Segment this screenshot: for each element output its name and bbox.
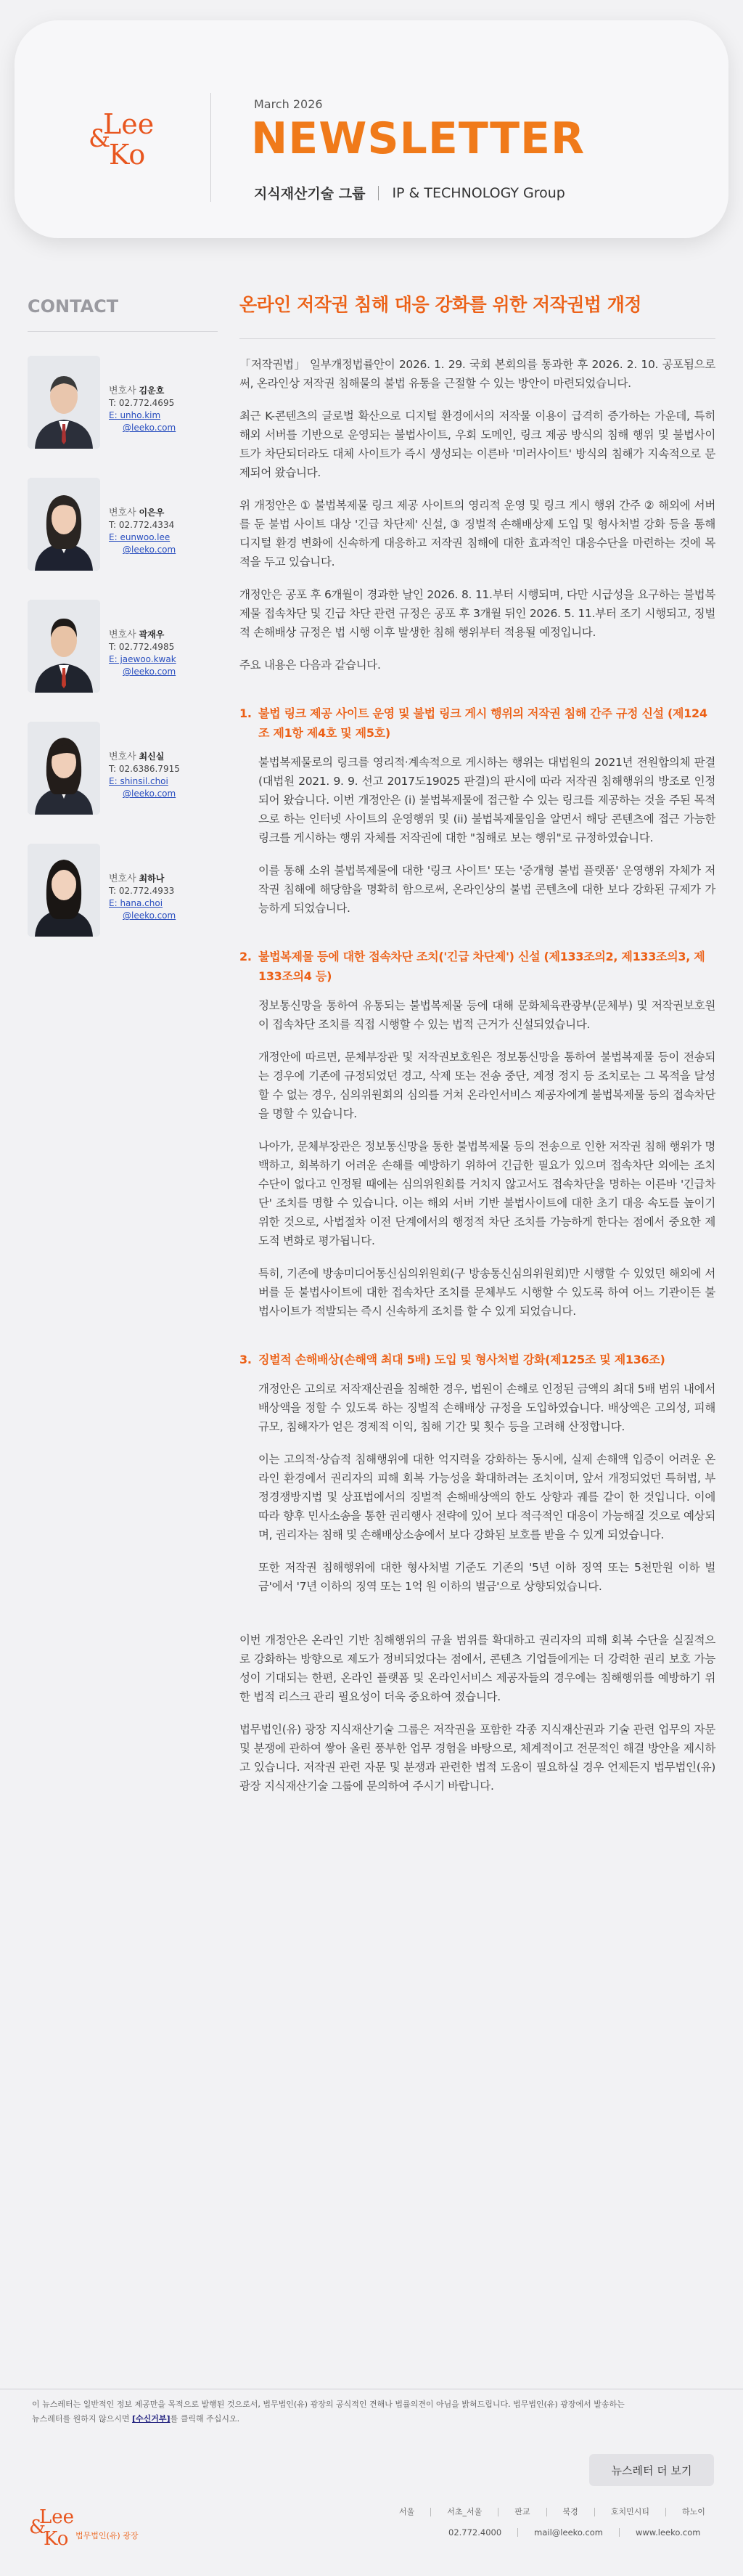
section-title: 불법 링크 제공 사이트 운영 및 불법 링크 게시 행위의 저작권 침해 간주 규정 신설 (제124조 제1항 제4호 및 제5호) (258, 706, 707, 740)
footer-contacts (432, 2528, 716, 2537)
lawyer-email-domain[interactable]: @leeko.com (123, 423, 176, 433)
lawyer-info (109, 873, 176, 922)
header-divider (210, 93, 211, 202)
intro-paragraph: 「저작권법」 일부개정법률안이 2026. 1. 29. 국회 본회의를 통과한 후 2026. 2. 10. 공포됨으로써, 온라인상 저작권 침해물의 불법 유통을 근절할 수 있는 방안이 마련되었습니다. (239, 358, 715, 390)
lawyer-name: 곽재우 (139, 629, 165, 640)
closing-paragraph: 법무법인(유) 광장 지식재산기술 그룹은 저작권을 포함한 각종 지식재산권과 기술 관련 업무의 자문 및 분쟁에 관하여 쌓아 올린 풍부한 업무 경험을 바탕으로, 체계적이고 전문적인 해결 방안을 제시하고 있습니다. 저작권 관련 자문 및 분쟁과 관련한 법적 도움이 필요하실 경우 언제든지 법무법인(유) 광장 지식재산기술 그룹에 문의하여 주시기 바랍니다. (239, 1723, 715, 1793)
article-divider (239, 338, 715, 339)
lawyer-tel: T: 02.772.4695 (109, 398, 175, 408)
lawyer-role: 변호사 (109, 508, 136, 518)
office-item: 하노이 (681, 2507, 705, 2516)
footer-firm-name: 법무법인(유) 광장 (75, 2531, 139, 2540)
office-item: 호치민시티 (595, 2508, 666, 2516)
logo-ampersand: & (89, 124, 111, 153)
lawyer-photo (28, 356, 100, 449)
lawyer-card (28, 478, 218, 572)
section-paragraph: 개정안에 따르면, 문체부장관 및 저작권보호원은 정보통신망을 통하여 불법복제물 등이 전송되는 경우에 기존에 규정되었던 경고, 삭제 또는 전송 중단, 계정 정지 등 조치로는 그 목적을 달성할 수 없는 경우, 심의위원회의 심의를 거쳐 온라인서비스 제공자에게 불법복제물 등의 접속차단을 명할 수 있습니다. (258, 1051, 715, 1120)
lawyer-name: 최하나 (139, 873, 165, 884)
section-number: 2. (239, 950, 252, 963)
section-body (239, 996, 715, 1321)
logo-ko: Ko (109, 139, 146, 171)
section-body (239, 1379, 715, 1596)
contact-divider (28, 331, 218, 332)
section-body (239, 753, 715, 918)
newsletter-title: NEWSLETTER (251, 113, 586, 164)
lawyer-role: 변호사 (109, 386, 136, 396)
group-name-en: IP & TECHNOLOGY Group (392, 184, 565, 201)
section-paragraph: 개정안은 고의로 저작재산권을 침해한 경우, 법원이 손해로 인정된 금액의 최대 5배 범위 내에서 배상액을 정할 수 있도록 하는 징벌적 손해배상 규정을 도입하였습니다. 배상액은 고의성, 피해 규모, 침해자가 얻은 경제적 이익, 침해 기간 및 횟수 등을 고려해 산정합니다. (258, 1382, 715, 1433)
footer-website[interactable]: www.leeko.com (635, 2527, 701, 2538)
lawyer-email-domain[interactable]: @leeko.com (123, 667, 176, 677)
section-title: 징벌적 손해배상(손해액 최대 5배) 도입 및 형사처벌 강화(제125조 및 제136조) (258, 1353, 665, 1366)
group-separator (378, 186, 379, 200)
office-item: 판교 (498, 2508, 546, 2516)
section-paragraph: 특히, 기존에 방송미디어통신심의위원회(구 방송통신심의위원회)만 시행할 수 있었던 해외에 서버를 둔 불법사이트에 대한 접속차단 조치를 문체부도 시행할 수 있도록 하여 어느 기관이든 불법사이트가 적발되는 즉시 신속하게 조치를 할 수 있게 되었습니다. (258, 1267, 715, 1318)
lawyer-name: 김운호 (139, 386, 165, 396)
lawyer-card (28, 600, 218, 694)
lawyer-email[interactable]: E: unho.kim (109, 410, 161, 420)
lawyer-email-domain[interactable]: @leeko.com (123, 910, 176, 921)
lawyer-role: 변호사 (109, 751, 136, 762)
section-heading (239, 947, 715, 986)
article-title: 온라인 저작권 침해 대응 강화를 위한 저작권법 개정 (239, 294, 642, 315)
lawyer-photo (28, 600, 100, 693)
section-paragraph: 불법복제물로의 링크를 영리적·계속적으로 게시하는 행위는 대법원의 2021년 전원합의체 판결(대법원 2021. 9. 9. 선고 2017도19025 판결)의 판시에 따라 저작권 침해행위의 방조로 인정되어 왔습니다. 이번 개정안은 (i) 불법복제물에 접근할 수 있는 링크를 제공하는 것을 주된 목적으로 하는 인터넷 사이트의 운영행위 및 (ii) 불법복제물임을 알면서 해당 콘텐츠에 접근 가능한 링크를 게시하는 행위 자체를 저작권에 대한 "침해로 보는 행위"로 규정하였습니다. (258, 756, 715, 844)
lawyer-photo (28, 722, 100, 815)
intro-paragraph: 위 개정안은 ① 불법복제물 링크 제공 사이트의 영리적 운영 및 링크 게시 행위 간주 ② 해외에 서버를 둔 불법 사이트 대상 '긴급 차단제' 신설, ③ 징벌적 손해배상제 도입 및 형사처벌 강화 등을 통해 디지털 환경 변화에 신속하게 대응하고 저작권 침해에 대한 효과적인 대응수단을 마련하는 것에 목적을 두고 있습니다. (239, 499, 715, 568)
article (239, 292, 715, 1809)
disclaimer (32, 2397, 714, 2426)
office-item: 북경 (547, 2508, 595, 2516)
intro-paragraph: 주요 내용은 다음과 같습니다. (239, 659, 381, 672)
intro-paragraph: 최근 K-콘텐츠의 글로벌 확산으로 디지털 환경에서의 저작물 이용이 급격히 증가하는 가운데, 특히 해외 서버를 기반으로 운영되는 불법사이트, 우회 도메인, 링크 제공 방식의 침해 행위 및 불법사이트가 차단되더라도 대체 사이트가 즉시 생성되는 이른바 '미러사이트' 방식의 침해가 지속적으로 문제되어 왔습니다. (239, 409, 715, 479)
section-heading (239, 1350, 715, 1369)
lawyer-role: 변호사 (109, 873, 136, 884)
footer-email[interactable]: mail@leeko.com (518, 2528, 620, 2537)
lawyer-card (28, 722, 218, 816)
lawyer-tel: T: 02.772.4334 (109, 520, 175, 530)
lawyer-card (28, 844, 218, 938)
office-list (383, 2508, 721, 2516)
lawyer-email[interactable]: E: jaewoo.kwak (109, 654, 176, 664)
header-card (15, 20, 728, 238)
section-paragraph: 정보통신망을 통하여 유통되는 불법복제물 등에 대해 문화체육관광부(문체부) 및 저작권보호원이 접속차단 조치를 직접 시행할 수 있는 법적 근거가 신설되었습니다. (258, 999, 715, 1031)
lawyer-photo (28, 844, 100, 937)
lawyer-name: 최신실 (139, 751, 165, 762)
logo-ko: Ko (44, 2528, 69, 2550)
lawyer-email-domain[interactable]: @leeko.com (123, 788, 176, 799)
section-2 (239, 947, 715, 1321)
office-item: 서울 (383, 2508, 431, 2516)
contact-heading: CONTACT (28, 296, 119, 317)
leeko-logo (87, 100, 167, 180)
closing (239, 1631, 715, 1796)
unsubscribe-link[interactable]: [수신거부] (132, 2414, 171, 2424)
section-number: 3. (239, 1353, 252, 1366)
logo-lee: Lee (103, 108, 155, 140)
section-3 (239, 1350, 715, 1596)
section-1 (239, 704, 715, 918)
lawyer-info (109, 629, 176, 678)
lawyer-email[interactable]: E: hana.choi (109, 898, 163, 908)
disclaimer-text: 뉴스레터를 원하지 않으시면 (32, 2414, 130, 2424)
logo-ampersand: & (29, 2516, 46, 2538)
section-paragraph: 이는 고의적·상습적 침해행위에 대한 억지력을 강화하는 동시에, 실제 손해액 입증이 어려운 온라인 환경에서 권리자의 피해 회복 가능성을 확대하려는 조치이며, 앞서 개정되었던 특허법, 부정경쟁방지법 및 상표법에서의 징벌적 손해배상액의 한도 상향과 궤를 같이 한 것입니다. 이에 따라 향후 민사소송을 통한 권리행사 전략에 있어 보다 적극적인 대응이 가능해질 것으로 예상되며, 권리자는 침해 및 손해배상소송에서 보다 강화된 보호를 받을 수 있게 되었습니다. (258, 1453, 715, 1541)
section-paragraph: 또한 저작권 침해행위에 대한 형사처벌 기준도 기존의 '5년 이하 징역 또는 5천만원 이하 벌금'에서 '7년 이하의 징역 또는 1억 원 이하의 벌금'으로 상향되었습니다. (258, 1561, 715, 1593)
closing-paragraph: 이번 개정안은 온라인 기반 침해행위의 규율 범위를 확대하고 권리자의 피해 회복 수단을 실질적으로 강화하는 방향으로 제도가 정비되었다는 점에서, 콘텐츠 기업들에게는 더 강력한 권리 보호 가능성이 기대되는 한편, 온라인 플랫폼 및 온라인서비스 제공자들의 경우에는 침해행위를 예방하기 위한 법적 리스크 관리 필요성이 더욱 중요하여 졌습니다. (239, 1634, 715, 1703)
group-name-ko: 지식재산기술 그룹 (254, 186, 366, 202)
lawyer-tel: T: 02.772.4985 (109, 642, 175, 652)
lawyer-photo (28, 478, 100, 571)
lawyer-role: 변호사 (109, 629, 136, 640)
disclaimer-text: 이 뉴스레터는 일반적인 정보 제공만을 목적으로 발행된 것으로서, 법무법인(유) 광장의 공식적인 견해나 법률의견이 아님을 밝혀드립니다. 법무법인(유) 광장에서 발송하는 (32, 2400, 625, 2409)
issue-date: March 2026 (254, 97, 323, 111)
lawyer-tel: T: 02.772.4933 (109, 886, 175, 896)
office-item: 서초_서울 (431, 2508, 498, 2516)
lawyer-info (109, 507, 176, 556)
footer-logo (29, 2502, 80, 2550)
lawyer-email-domain[interactable]: @leeko.com (123, 545, 176, 555)
lawyer-card (28, 356, 218, 450)
disclaimer-text: 를 클릭해 주십시오. (170, 2414, 240, 2424)
lawyer-email[interactable]: E: shinsil.choi (109, 776, 168, 786)
lawyer-email[interactable]: E: eunwoo.lee (109, 532, 171, 542)
more-newsletters-button[interactable]: 뉴스레터 더 보기 (589, 2454, 714, 2486)
section-paragraph: 나아가, 문체부장관은 정보통신망을 통한 불법복제물 등의 전송으로 인한 저작권 침해 행위가 명백하고, 회복하기 어려운 손해를 예방하기 위하여 긴급한 필요가 있으며 접속차단 외에는 조치 수단이 없다고 인정될 때에는 심의위원회를 거치지 않고서도 접속차단을 명하는 이른바 '긴급차단' 조치를 명할 수 있습니다. 이는 해외 서버 기반 불법사이트에 대한 초기 대응 속도를 높이기 위한 것으로, 사법절차 이전 단계에서의 행정적 차단 조치를 가능하게 한다는 점에서 중요한 제도적 변화로 평가됩니다. (258, 1140, 715, 1247)
lawyer-info (109, 751, 180, 800)
section-number: 1. (239, 706, 252, 720)
lawyer-tel: T: 02.6386.7915 (109, 764, 180, 774)
lawyer-info (109, 385, 176, 434)
lawyer-name: 이은우 (139, 508, 165, 518)
section-paragraph: 이를 통해 소위 불법복제물에 대한 '링크 사이트' 또는 '중개형 불법 플랫폼' 운영행위 자체가 저작권 침해에 해당함을 명확히 함으로써, 온라인상의 불법 콘텐츠에 대한 보다 강화된 규제가 가능하게 되었습니다. (258, 864, 715, 915)
intro-paragraph: 개정안은 공포 후 6개월이 경과한 날인 2026. 8. 11.부터 시행되며, 다만 시급성을 요구하는 불법복제물 접속차단 및 긴급 차단 관련 규정은 공포 후 3개월 뒤인 2026. 5. 11.부터 조기 시행되고, 징벌적 손해배상 규정은 법 시행 이후 발생한 침해 행위부터 적용될 예정입니다. (239, 588, 715, 639)
section-title: 불법복제물 등에 대한 접속차단 조치('긴급 차단제') 신설 (제133조의2, 제133조의3, 제133조의4 등) (258, 950, 705, 983)
section-heading (239, 704, 715, 743)
group-line (254, 183, 565, 203)
logo-lee: Lee (39, 2506, 75, 2528)
footer-phone: 02.772.4000 (432, 2528, 518, 2537)
